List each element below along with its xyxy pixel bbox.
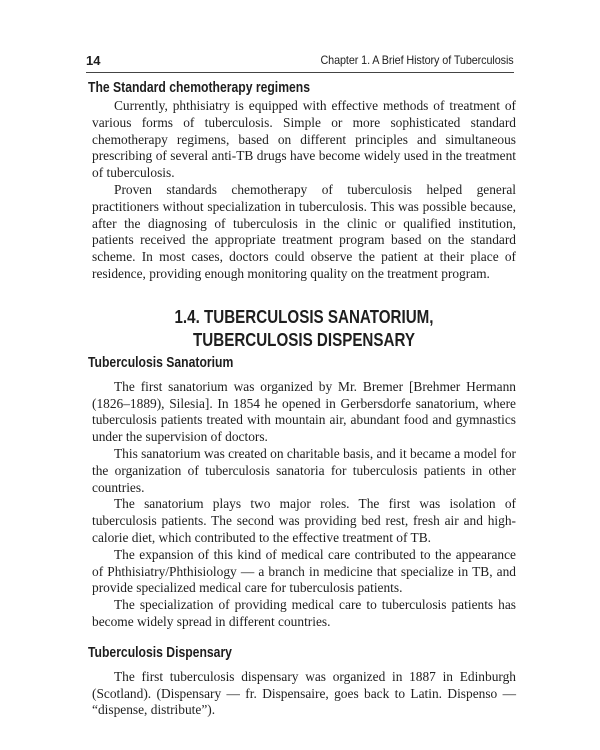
- running-header: [86, 50, 514, 73]
- paragraph: This sanatorium was created on charitable basis, and it became a model for the organization of tuberculosis sanatoria for tuberculosis patients in other countries.: [92, 445, 516, 495]
- paragraph: The first sanatorium was organized by Mr. Bremer [Brehmer Hermann (1826–1889), Silesia]. In 1854 he opened in Gerbersdorfe sanatorium, where tuberculosis patients treated with mountain air, abundant food and gymnastics under the supervision of doctors.: [92, 378, 516, 445]
- section-heading-dispensary: Tuberculosis Dispensary: [88, 644, 232, 661]
- page-body: [88, 78, 516, 719]
- paragraph: The first tuberculosis dispensary was organized in 1887 in Edinburgh (Scotland). (Dispensary — fr. Dispensaire, goes back to Latin. Dispenso — “dispense, distribute”).: [92, 668, 516, 718]
- section-heading-standard-regimens: The Standard chemotherapy regimens: [88, 80, 311, 96]
- paragraph: Proven standards chemotherapy of tuberculosis helped general practitioners without specialization in tuberculosis. This was possible because, after the diagnosing of tuberculosis in the clinic or qualified institution, patients received the appropriate treatment program based on the standard scheme. In most cases, doctors could observe the patient at their place of residence, providing enough monitoring quality on the treatment program.: [92, 181, 516, 281]
- page-number: 14: [86, 53, 101, 68]
- section-heading-sanatorium: Tuberculosis Sanatorium: [88, 354, 234, 371]
- chapter-title: Chapter 1. A Brief History of Tuberculosis: [320, 53, 514, 67]
- paragraph: Currently, phthisiatry is equipped with effective methods of treatment of various forms of tuberculosis. Simple or more sophisticated standard chemotherapy regimens, based on different principles and simultaneous prescribing of several anti-TB drugs have become widely used in the treatment of tuberculosis.: [92, 98, 516, 181]
- paragraph: The specialization of providing medical care to tuberculosis patients has become widely spread in different countries.: [92, 597, 516, 629]
- paragraph: The sanatorium plays two major roles. The first was isolation of tuberculosis patients. The second was providing bed rest, fresh air and high-calorie diet, which contributed to the effective treatment of TB.: [92, 496, 516, 545]
- paragraph: The expansion of this kind of medical care contributed to the appearance of Phthisiatry/Phthisiology — a branch in medicine that specialize in TB, and provide specialized medical care for tuberculosis patients.: [92, 546, 516, 596]
- chapter-section-heading: 1.4. TUBERCULOSIS SANATORIUM, TUBERCULOSIS DISPENSARY: [174, 305, 434, 350]
